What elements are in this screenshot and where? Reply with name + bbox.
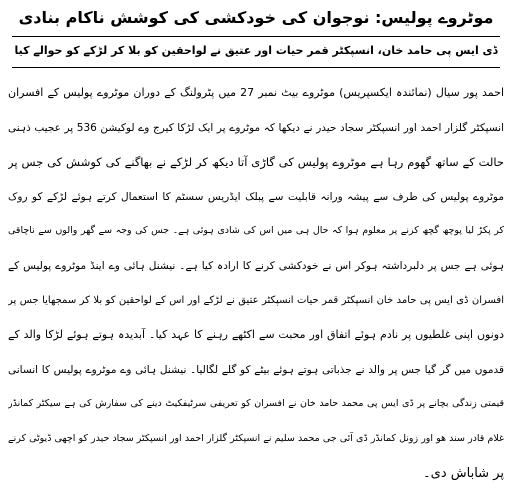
subheadline: ڈی ایس پی حامد خان، انسپکٹر قمر حیات اور عتیق نے لواحقین کو بلا کر لڑکے کو حوالے کیا <box>12 36 500 68</box>
body-line: پر شاباش دی۔ <box>423 465 504 481</box>
body-line: کر پکڑ لیا پوچھ گچھ کرنے پر معلوم ہوا کہ حال ہی میں اس کی شادی ہوئی ہے۔ جس کی وجہ سے گھر والوں سے ناچاقی <box>8 225 504 237</box>
article-body <box>8 76 504 491</box>
body-line: قیمتی زندگی بچانے پر ڈی ایس پی محمد حامد خان نے افسران کو تعریفی سرٹیفکیٹ دینے کی سفارش کی ہے سیکٹر کمانڈر <box>8 398 504 410</box>
body-line: حالت کے ساتھ گھوم رہا ہے موٹروے پولیس کی گاڑی آتا دیکھ کر لڑکے نے بھاگنے کی کوشش کی جس پر <box>8 155 504 170</box>
body-line: دونوں اپنی غلطیوں پر نادم ہوئے اتفاق اور محبت سے اکٹھے رہنے کا عہد کیا۔ آبدیدہ ہوتے ہوئے لڑکا والد کے <box>8 328 504 342</box>
body-line: ہوئی ہے جس پر دلبرداشتہ ہوکر اس نے خودکشی کرنے کا ارادہ کیا ہے۔ نیشنل ہائی وے اینڈ موٹروے پولیس کے <box>8 259 504 272</box>
body-line: انسپکٹر گلزار احمد اور انسپکٹر سجاد حیدر نے دیکھا کہ موٹروے پر ایک لڑکا کیرج وے لوکیشن 536 پر عجیب ذہنی <box>8 121 504 134</box>
body-line: قدموں میں گر گیا جس پر والد نے جذباتی ہوتے ہوئے بیٹے کو گلے لگالیا۔ نیشنل ہائی وے موٹروے پولیس کا انسانی <box>8 363 504 376</box>
body-line: افسران ڈی ایس پی حامد خان انسپکٹر قمر حیات انسپکٹر عتیق نے لڑکے اور اس کے لواحقین کو بلا کر سمجھایا جس پر <box>8 294 504 306</box>
body-line: احمد پور سیال (نمائندہ ایکسپریس) موٹروے بیٹ نمبر 27 میں پٹرولنگ کے دوران موٹروے پولیس کے افسران <box>8 86 504 99</box>
body-line: غلام قادر سند ھو اور زونل کمانڈر ڈی آئی جی محمد سلیم نے انسپکٹر گلزار احمد اور انسپکٹر سجاد حیدر کو اچھی ڈیوٹی کرنے <box>8 432 504 444</box>
headline: موٹروے پولیس: نوجوان کی خودکشی کی کوشش ناکام بنادی <box>18 8 494 27</box>
body-line: موٹروے پولیس کی طرف سے پیشہ ورانہ قابلیت سے پبلک ایڈریس سسٹم کا استعمال کرتے ہوئے لڑکے کو روک <box>8 190 504 203</box>
